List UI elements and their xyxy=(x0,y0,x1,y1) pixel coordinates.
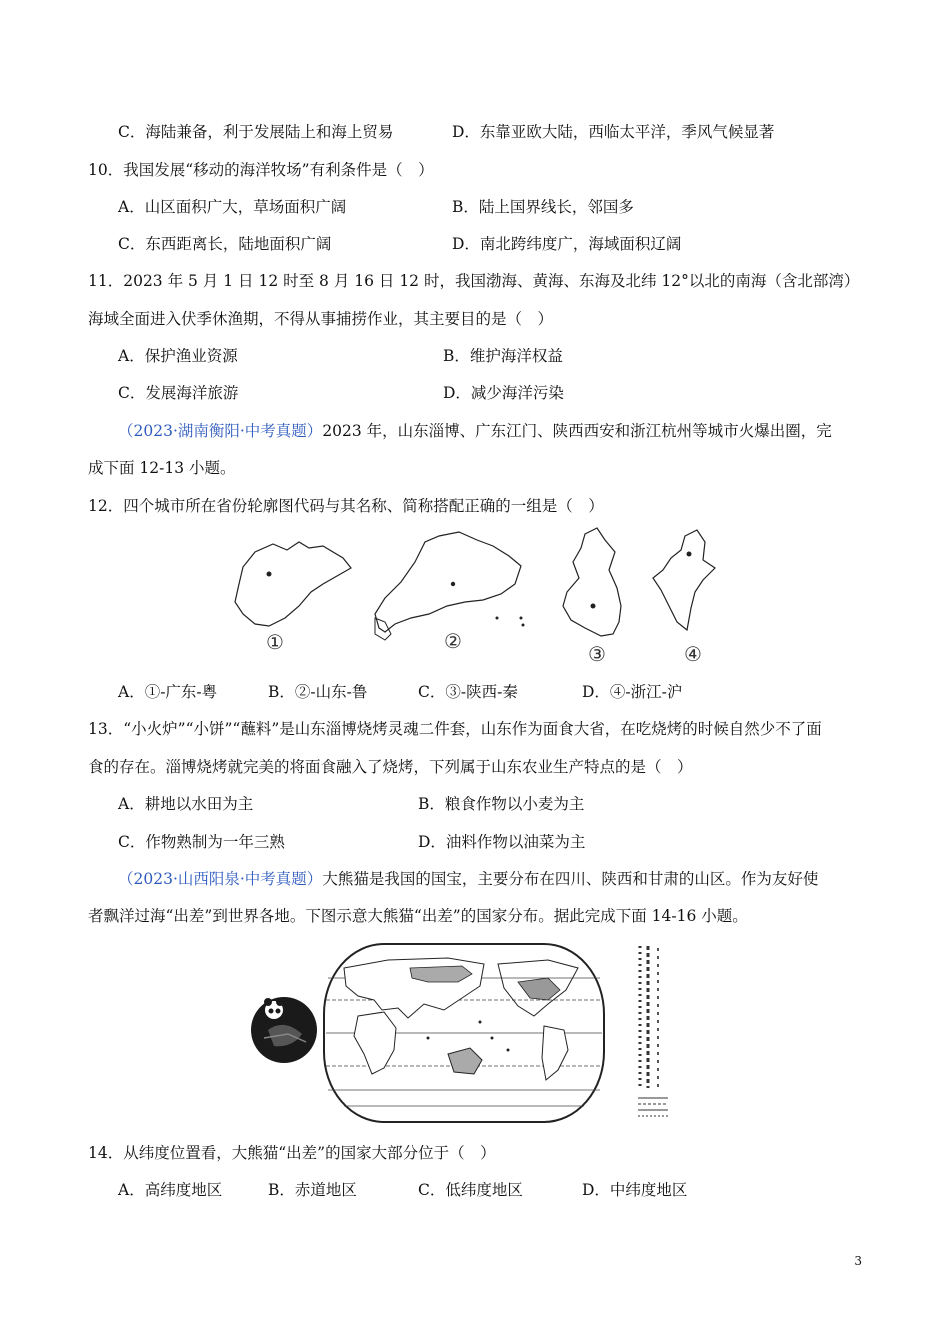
q10-stem: 10．我国发展“移动的海洋牧场”有利条件是（ ） xyxy=(88,161,434,179)
q14-option-c: C．低纬度地区 xyxy=(418,1181,523,1199)
q14-option-b: B．赤道地区 xyxy=(268,1181,357,1199)
q9-option-d: D．东靠亚欧大陆，西临太平洋，季风气候显著 xyxy=(452,123,775,141)
q12-stem: 12．四个城市所在省份轮廓图代码与其名称、简称搭配正确的一组是（ ） xyxy=(88,497,604,515)
q11-stem-line1: 11．2023 年 5 月 1 日 12 时至 8 月 16 日 12 时，我国渤海、黄海、东海及北纬 12°以北的南海（含北部湾） xyxy=(88,272,860,290)
panda-world-map-figure xyxy=(248,938,688,1128)
q13-option-a: A．耕地以水田为主 xyxy=(118,795,254,813)
province-outline-2 xyxy=(375,532,521,632)
intro1-line2: 成下面 12-13 小题。 xyxy=(88,459,236,477)
q12-option-a: A．①-广东-粤 xyxy=(118,683,218,701)
q12-option-d: D．④-浙江-沪 xyxy=(582,683,683,701)
q11-option-c: C．发展海洋旅游 xyxy=(118,384,239,402)
label-1: ① xyxy=(266,630,284,654)
q13-stem-line2: 食的存在。淄博烧烤就完美的将面食融入了烧烤，下列属于山东农业生产特点的是（ ） xyxy=(88,758,693,776)
q11-option-d: D．减少海洋污染 xyxy=(443,384,564,402)
q12-option-c: C．③-陕西-秦 xyxy=(418,683,518,701)
q11-stem-line2: 海域全面进入伏季休渔期，不得从事捕捞作业，其主要目的是（ ） xyxy=(88,310,554,328)
panda-emblem-icon xyxy=(251,997,317,1063)
intro2-line2: 者飘洋过海“出差”到世界各地。下图示意大熊猫“出差”的国家分布。据此完成下面 14-16 小题。 xyxy=(88,907,748,925)
q10-option-a: A．山区面积广大，草场面积广阔 xyxy=(118,198,347,216)
q13-option-b: B．粮食作物以小麦为主 xyxy=(418,795,585,813)
q13-option-c: C．作物熟制为一年三熟 xyxy=(118,833,285,851)
intro2-line1 xyxy=(118,869,818,889)
label-4: ④ xyxy=(684,642,702,666)
page-number: 3 xyxy=(854,1254,862,1268)
q9-option-c: C．海陆兼备，利于发展陆上和海上贸易 xyxy=(118,123,394,141)
province-outline-4 xyxy=(653,530,715,630)
label-3: ③ xyxy=(588,642,606,666)
q12-option-b: B．②-山东-鲁 xyxy=(268,683,368,701)
q11-option-b: B．维护海洋权益 xyxy=(443,347,563,365)
q10-option-d: D．南北跨纬度广，海域面积辽阔 xyxy=(452,235,682,253)
label-2: ② xyxy=(444,629,462,653)
q14-option-d: D．中纬度地区 xyxy=(582,1181,688,1199)
q11-option-a: A．保护渔业资源 xyxy=(118,347,238,365)
intro1-line1 xyxy=(118,421,832,441)
source-tag: （2023·山西阳泉·中考真题） xyxy=(118,870,323,888)
province-outlines-figure xyxy=(225,522,725,667)
world-map xyxy=(324,944,604,1122)
source-tag: （2023·湖南衡阳·中考真题） xyxy=(118,422,323,440)
intro1-text: 2023 年，山东淄博、广东江门、陕西西安和浙江杭州等城市火爆出圈，完 xyxy=(322,422,832,440)
q10-option-c: C．东西距离长，陆地面积广阔 xyxy=(118,235,332,253)
q14-option-a: A．高纬度地区 xyxy=(118,1181,223,1199)
intro2-text: 大熊猫是我国的国宝，主要分布在四川、陕西和甘肃的山区。作为友好使 xyxy=(322,870,819,888)
q13-option-d: D．油料作物以油菜为主 xyxy=(418,833,586,851)
q10-option-b: B．陆上国界线长，邻国多 xyxy=(452,198,634,216)
q13-stem-line1: 13．“小火炉”“小饼”“蘸料”是山东淄博烧烤灵魂二件套，山东作为面食大省，在吃烧烤的时候自然少不了面 xyxy=(88,720,822,738)
province-outline-1 xyxy=(235,542,351,626)
q14-stem: 14．从纬度位置看，大熊猫“出差”的国家大部分位于（ ） xyxy=(88,1144,496,1162)
province-outline-3 xyxy=(563,528,621,636)
map-legend xyxy=(632,940,678,1124)
